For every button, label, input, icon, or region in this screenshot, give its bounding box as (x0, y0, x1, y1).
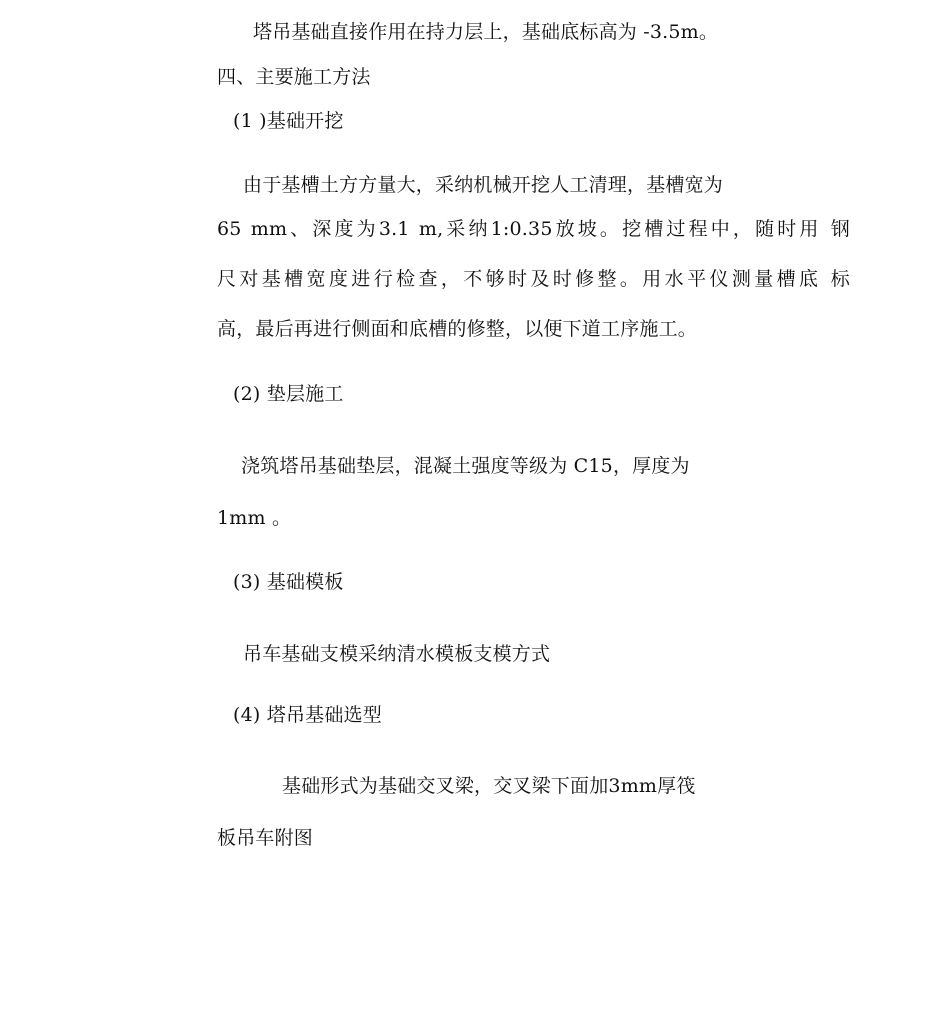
paragraph-line: 1mm 。 (217, 507, 292, 529)
subsection-heading-2: (2) 垫层施工 (233, 383, 344, 405)
paragraph-line: 由于基槽土方方量大，采纳机械开挖人工清理，基槽宽为 (243, 174, 724, 196)
paragraph-line: 吊车基础支模采纳清水模板支模方式 (243, 643, 551, 665)
paragraph-line: 基础形式为基础交叉梁，交叉梁下面加3mm厚筏 (282, 775, 696, 797)
paragraph-line: 65 mm、深度为3.1 m,采纳1:0.35放坡。挖槽过程中，随时用 钢 (217, 218, 850, 240)
subsection-heading-1: (1 )基础开挖 (233, 110, 344, 132)
paragraph-line: 尺对基槽宽度进行检查，不够时及时修整。用水平仪测量槽底 标 (217, 268, 850, 290)
paragraph-line: 浇筑塔吊基础垫层，混凝土强度等级为 C15，厚度为 (241, 455, 690, 477)
paragraph-line: 高，最后再进行侧面和底槽的修整，以便下道工序施工。 (217, 318, 698, 340)
subsection-heading-3: (3) 基础模板 (233, 571, 344, 593)
paragraph-line: 板吊车附图 (217, 827, 314, 849)
intro-line: 塔吊基础直接作用在持力层上，基础底标高为 -3.5m。 (253, 21, 719, 43)
subsection-heading-4: (4) 塔吊基础选型 (233, 704, 382, 726)
section-heading: 四、主要施工方法 (217, 66, 371, 88)
